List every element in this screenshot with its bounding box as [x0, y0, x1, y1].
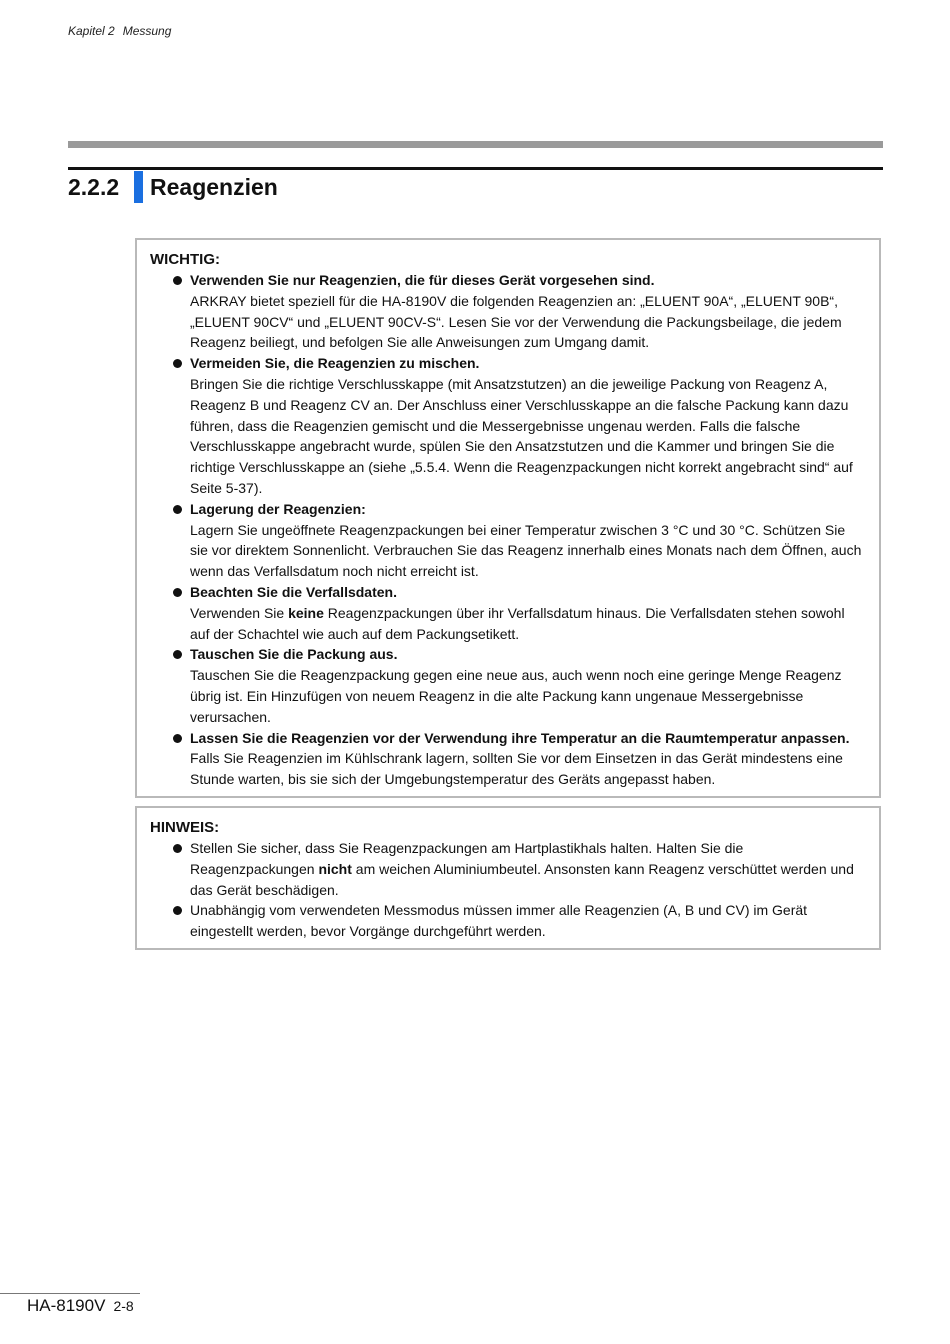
item-body-text: Unabhängig vom verwendeten Messmodus müssen immer alle Reagenzien (A, B und CV) im Gerät eingestellt werden, bevor Vorgänge durchgeführt werden.	[190, 902, 808, 940]
note-title: HINWEIS:	[150, 819, 220, 836]
chapter-title: Messung	[122, 24, 172, 38]
list-item	[150, 270, 865, 353]
important-box	[135, 238, 881, 798]
footer-rule	[0, 1293, 140, 1294]
running-head	[68, 24, 171, 38]
section-title: Reagenzien	[150, 173, 278, 200]
important-list	[150, 270, 865, 790]
list-item	[150, 353, 865, 499]
important-title: WICHTIG:	[150, 251, 220, 268]
item-heading: Vermeiden Sie, die Reagenzien zu mischen.	[190, 355, 480, 372]
list-item	[150, 728, 865, 790]
list-item	[150, 644, 865, 727]
list-item	[150, 838, 865, 900]
item-heading: Tauschen Sie die Packung aus.	[190, 646, 398, 663]
chapter-label: Kapitel 2	[68, 24, 115, 38]
page-number: 2-8	[113, 1298, 134, 1314]
footer-model: HA-8190V	[27, 1296, 106, 1315]
list-item	[150, 499, 865, 582]
item-body-text: Reagenzpackungen über ihr Verfallsdatum hinaus. Die Verfallsdaten stehen sowohl auf der Schachtel wie auch auf dem Packungsetikett.	[190, 604, 845, 642]
item-heading: Beachten Sie die Verfallsdaten.	[190, 583, 397, 600]
item-body: Falls Sie Reagenzien im Kühlschrank lagern, sollten Sie vor dem Einsetzen in das Gerät mindestens eine Stunde warten, bis sie sich der Umgebungstemperatur des Geräts angepasst haben.	[190, 750, 843, 788]
item-heading: Lassen Sie die Reagenzien vor der Verwendung ihre Temperatur an die Raumtemperatur anpassen.	[190, 729, 850, 746]
item-body: ARKRAY bietet speziell für die HA-8190V die folgenden Reagenzien an: „ELUENT 90A“, „ELUENT 90B“, „ELUENT 90CV“ und „ELUENT 90CV-S“. Lesen Sie vor der Verwendung die Packungsbeilage, die jedem Reagenz beiliegt, und befolgen Sie alle Anweisungen zum Umgang damit.	[190, 292, 842, 351]
header-grey-rule	[68, 141, 883, 148]
list-item	[150, 900, 865, 942]
section-number: 2.2.2	[68, 173, 120, 200]
section-accent-bar	[134, 171, 143, 203]
note-box	[135, 806, 881, 950]
page-footer	[27, 1296, 134, 1316]
section-heading	[68, 170, 278, 204]
item-body: Tauschen Sie die Reagenzpackung gegen eine neue aus, auch wenn noch eine geringe Menge Reagenz übrig ist. Ein Hinzufügen von neuem Reagenz in die alte Packung kann ungenaue Messergebnisse verursachen.	[190, 667, 842, 725]
item-body: Bringen Sie die richtige Verschlusskappe (mit Ansatzstutzen) an die jeweilige Packung von Reagenz A, Reagenz B und Reagenz CV an. Der Anschluss einer Verschlusskappe an die falsche Packung kann dazu führen, dass die Reagenzien gemischt und die Messergebnisse ungenau werden. Falls die falsche Verschlusskappe angebracht wurde, spülen Sie den Ansatzstutzen und die Kammer und bringen Sie die richtige Verschlusskappe an (siehe „5.5.4. Wenn die Reagenzpackungen nicht korrekt angebracht sind“ auf Seite 5-37).	[190, 375, 853, 496]
item-body-emphasis: nicht	[318, 860, 352, 877]
item-body: Lagern Sie ungeöffnete Reagenzpackungen bei einer Temperatur zwischen 3 °C und 30 °C. Schützen Sie sie vor direktem Sonnenlicht. Verbrauchen Sie das Reagenz innerhalb eines Monats nach dem Öffnen, auch wenn das Verfallsdatum noch nicht erreicht ist.	[190, 521, 862, 580]
item-body-text: Verwenden Sie	[190, 604, 289, 621]
item-body-text: am weichen Aluminiumbeutel. Ansonsten kann Reagenz verschüttet werden und das Gerät beschädigen.	[190, 860, 854, 898]
note-list	[150, 838, 865, 942]
list-item	[150, 582, 865, 644]
item-body-text: Stellen Sie sicher, dass Sie Reagenzpackungen am Hartplastikhals halten. Halten Sie die Reagenzpackungen	[190, 840, 744, 877]
item-heading: Verwenden Sie nur Reagenzien, die für dieses Gerät vorgesehen sind.	[190, 272, 655, 288]
item-body-emphasis: keine	[288, 604, 324, 621]
item-body	[190, 603, 865, 645]
item-heading: Lagerung der Reagenzien:	[190, 500, 366, 517]
